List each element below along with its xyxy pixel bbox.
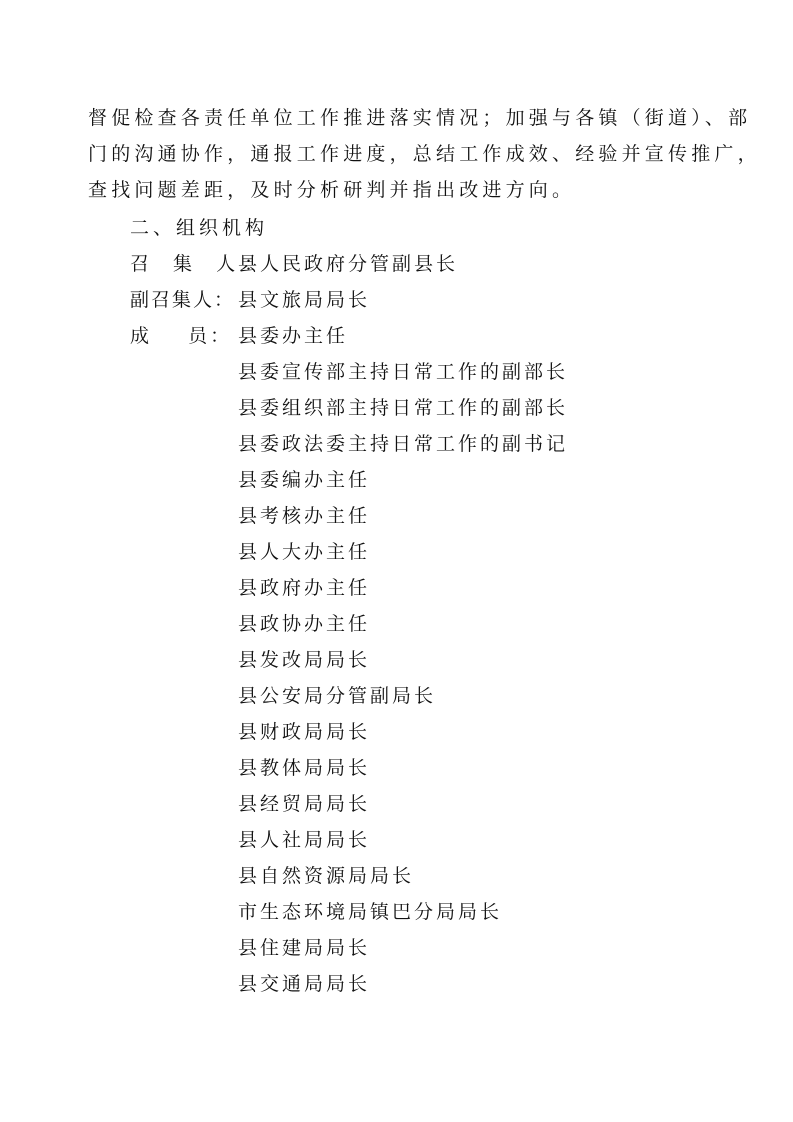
member-item: 县委组织部主持日常工作的副部长 (238, 397, 569, 419)
member-item: 县委办主任 (238, 325, 349, 347)
member-item: 县人大办主任 (238, 541, 371, 563)
paragraph-line-1: 督促检查各责任单位工作推进落实情况；加强与各镇（街道）、部 (88, 107, 752, 129)
member-item: 县委宣传部主持日常工作的副部长 (238, 361, 569, 383)
member-item: 县公安局分管副局长 (238, 685, 437, 707)
member-item: 县财政局局长 (238, 721, 371, 743)
member-item: 县政府办主任 (238, 577, 371, 599)
convener-label: 召 集 人： (130, 253, 273, 275)
convener-value: 县人民政府分管副县长 (238, 253, 459, 275)
convener-row (130, 246, 459, 282)
member-item: 市生态环境局镇巴分局局长 (238, 901, 503, 923)
member-item: 县经贸局局长 (238, 793, 371, 815)
member-item: 县委编办主任 (238, 469, 371, 491)
paragraph-line-2: 门的沟通协作，通报工作进度，总结工作成效、经验并宣传推广， (88, 143, 761, 165)
deputy-convener-label: 副召集人： (130, 289, 236, 311)
member-item: 县人社局局长 (238, 829, 371, 851)
member-item: 县发改局局长 (238, 649, 371, 671)
deputy-convener-value: 县文旅局局长 (238, 289, 371, 311)
member-item: 县委政法委主持日常工作的副书记 (238, 433, 569, 455)
member-item: 县教体局局长 (238, 757, 371, 779)
members-label: 成 员： (130, 325, 233, 347)
member-item: 县政协办主任 (238, 613, 371, 635)
member-item: 县考核办主任 (238, 505, 371, 527)
deputy-convener-row (130, 282, 371, 318)
paragraph-line-3: 查找问题差距，及时分析研判并指出改进方向。 (88, 179, 576, 201)
body-paragraph (88, 100, 761, 208)
member-item: 县交通局局长 (238, 973, 371, 995)
section-heading: 二、组织机构 (130, 217, 269, 239)
members-row (130, 318, 238, 354)
member-item: 县自然资源局局长 (238, 865, 415, 887)
member-item: 县住建局局长 (238, 937, 371, 959)
